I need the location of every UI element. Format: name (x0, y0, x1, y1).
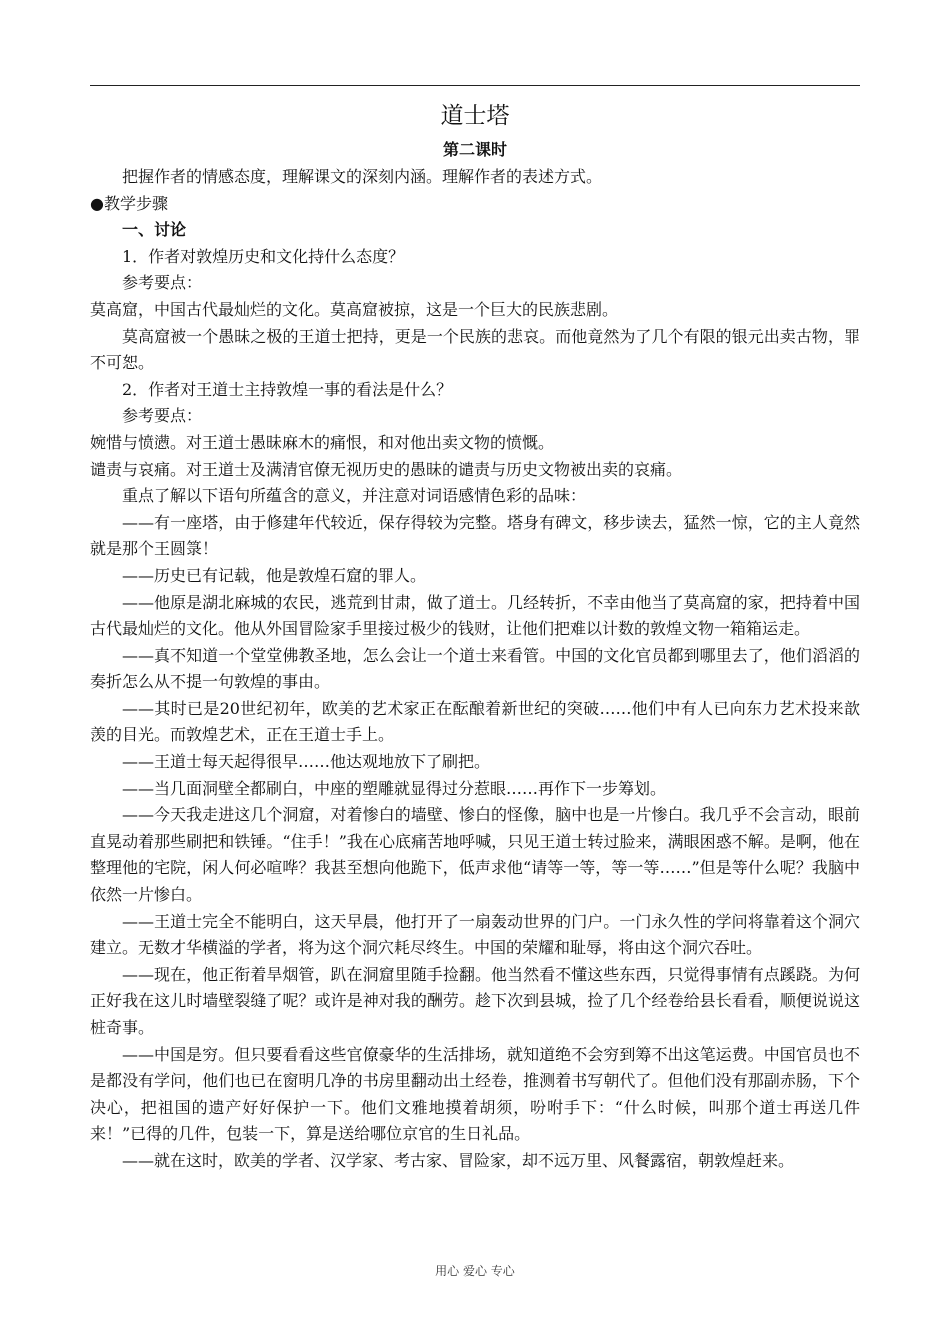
section-heading-discussion: 一、讨论 (122, 220, 187, 240)
quote-paragraph: ——他原是湖北麻城的农民，逃荒到甘肃，做了道士。几经转折，不幸由他当了莫高窟的家，把持着中国古代最灿烂的文化。他从外国冒险家手里接过极少的钱财，让他们把难以计数的敦煌文物一箱箱运走。 (90, 592, 860, 639)
question-1: 1．作者对敦煌历史和文化持什么态度？ (122, 246, 405, 266)
question-2: 2．作者对王道士主持敦煌一事的看法是什么？ (122, 379, 453, 399)
page-footer: 用心 爱心 专心 (435, 1264, 515, 1278)
answer-1-b: 莫高窟被一个愚昧之极的王道士把持，更是一个民族的悲哀。而他竟然为了几个有限的银元出卖古物，罪不可恕。 (90, 326, 860, 373)
quote-paragraph: ——其时已是20世纪初年，欧美的艺术家正在酝酿着新世纪的突破……他们中有人已向东力艺术投来歆羡的目光。而敦煌艺术，正在王道士手上。 (90, 698, 860, 745)
quote-paragraph: ——王道士完全不能明白，这天早晨，他打开了一扇轰动世界的门户。一门永久性的学问将靠着这个洞穴建立。无数才华横溢的学者，将为这个洞穴耗尽终生。中国的荣耀和耻辱，将由这个洞穴吞吐。 (90, 911, 860, 958)
answer-2-b: 谴责与哀痛。对王道士及满清官僚无视历史的愚昧的谴责与历史文物被出卖的哀痛。 (90, 459, 683, 479)
quote-paragraph: ——中国是穷。但只要看看这些官僚豪华的生活排场，就知道绝不会穷到筹不出这笔运费。中国官员也不是都没有学问，他们也已在窗明几净的书房里翻动出土经卷，推测着书写朝代了。但他们没有那副赤肠，下个决心，把祖国的遗产好好保护一下。他们文雅地摸着胡须，吩咐手下：“什么时候，叫那个道士再送几件来！”已得的几件，包装一下，算是送给哪位京官的生日礼品。 (90, 1044, 860, 1144)
answer-2-a: 婉惜与愤懑。对王道士愚昧麻木的痛恨，和对他出卖文物的愤慨。 (90, 432, 555, 452)
quote-intro: 重点了解以下语句所蕴含的意义，并注意对词语感情色彩的品味： (122, 486, 587, 506)
document-page (90, 92, 860, 1175)
quote-paragraph: ——当几面洞壁全都刷白，中座的塑雕就显得过分惹眼……再作下一步筹划。 (122, 778, 667, 798)
top-rule (90, 85, 860, 86)
answer-1-a: 莫高窟，中国古代最灿烂的文化。莫高窟被掠，这是一个巨大的民族悲剧。 (90, 299, 619, 319)
quote-paragraph: ——今天我走进这几个洞窟，对着惨白的墙壁、惨白的怪像，脑中也是一片惨白。我几乎不会言动，眼前直晃动着那些刷把和铁锤。“住手！”我在心底痛苦地呼喊，只见王道士转过脸来，满眼困惑不解。是啊，他在整理他的宅院，闲人何必喧哗？我甚至想向他跪下，低声求他“请等一等，等一等……”但是等什么呢？我脑中依然一片惨白。 (90, 805, 860, 905)
document-subtitle: 第二课时 (442, 140, 507, 159)
quote-paragraph: ——就在这时，欧美的学者、汉学家、考古家、冒险家，却不远万里、风餐露宿，朝敦煌赶来。 (122, 1150, 795, 1170)
quote-paragraph: ——真不知道一个堂堂佛教圣地，怎么会让一个道士来看管。中国的文化官员都到哪里去了，他们滔滔的奏折怎么从不提一句敦煌的事由。 (90, 645, 860, 692)
quote-paragraph: ——有一座塔，由于修建年代较近，保存得较为完整。塔身有碑文，移步读去，猛然一惊，它的主人竟然就是那个王圆箓！ (90, 512, 860, 559)
reference-label-2: 参考要点： (122, 406, 203, 426)
quote-paragraph: ——历史已有记载，他是敦煌石窟的罪人。 (122, 565, 427, 585)
document-title: 道士塔 (440, 103, 510, 129)
quote-paragraph: ——现在，他正衔着旱烟管，趴在洞窟里随手捡翻。他当然看不懂这些东西，只觉得事情有点蹊跷。为何正好我在这儿时墙壁裂缝了呢？或许是神对我的酬劳。趁下次到县城，捡了几个经卷给县长看看，顺便说说这桩奇事。 (90, 964, 860, 1037)
reference-label-1: 参考要点： (122, 273, 203, 293)
quote-paragraph: ——王道士每天起得很早……他达观地放下了刷把。 (122, 752, 491, 772)
paragraph-objective: 把握作者的情感态度，理解课文的深刻内涵。理解作者的表述方式。 (122, 167, 603, 186)
section-heading-steps: ●教学步骤 (90, 193, 168, 213)
